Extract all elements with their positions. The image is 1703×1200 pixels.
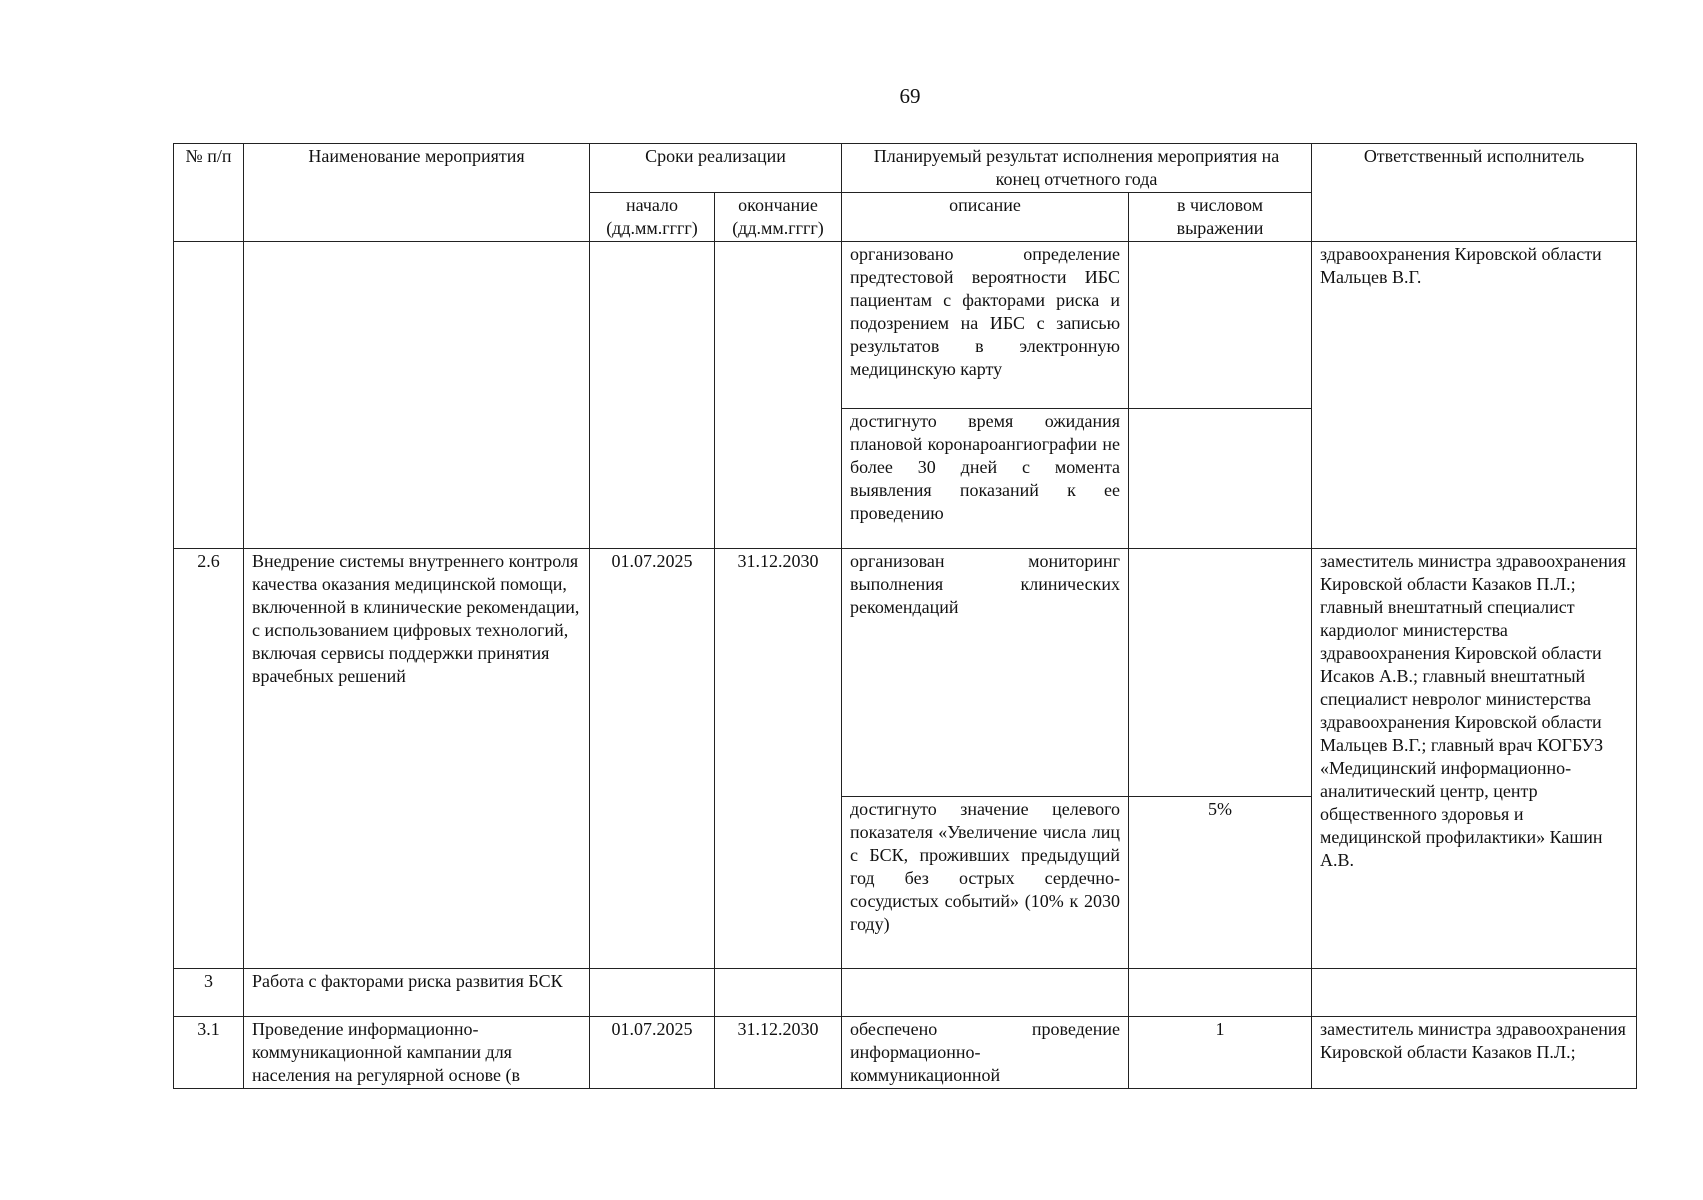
cell-numeric: [1129, 969, 1312, 1017]
cell-num: 3: [174, 969, 244, 1017]
cell-num: [174, 242, 244, 549]
cell-description: [842, 969, 1129, 1017]
table-row: [174, 549, 1637, 797]
activities-table: [173, 143, 1637, 1089]
header-description: описание: [842, 193, 1129, 242]
header-responsible: Ответственный исполнитель: [1312, 144, 1637, 242]
cell-start: [590, 242, 715, 549]
cell-end: 31.12.2030: [715, 1017, 842, 1089]
cell-responsible: заместитель министра здравоохранения Кировской области Казаков П.Л.; главный внештатный специалист кардиолог министерства здравоохранения Кировской области Исаков А.В.; главный внештатный специалист невролог министерства здравоохранения Кировской области Мальцев В.Г.; главный врач КОГБУЗ «Медицинский информационно-аналитический центр, центр общественного здоровья и медицинской профилактики» Кашин А.В.: [1312, 549, 1637, 969]
cell-description: организован мониторинг выполнения клинических рекомендаций: [842, 549, 1129, 797]
cell-responsible: здравоохранения Кировской области Мальцев В.Г.: [1312, 242, 1637, 549]
cell-name: [244, 242, 590, 549]
table-row: [174, 1017, 1637, 1089]
cell-start: 01.07.2025: [590, 549, 715, 969]
cell-name: Работа с факторами риска развития БСК: [244, 969, 590, 1017]
table-row: [174, 242, 1637, 409]
cell-description: обеспечено проведение информационно-коммуникационной: [842, 1017, 1129, 1089]
cell-numeric: [1129, 549, 1312, 797]
cell-responsible: [1312, 969, 1637, 1017]
cell-numeric: 5%: [1129, 797, 1312, 969]
header-end: окончание (дд.мм.гггг): [715, 193, 842, 242]
header-name: Наименование мероприятия: [244, 144, 590, 242]
cell-numeric: 1: [1129, 1017, 1312, 1089]
header-result: Планируемый результат исполнения мероприятия на конец отчетного года: [842, 144, 1312, 193]
cell-end: [715, 242, 842, 549]
cell-name: Проведение информационно-коммуникационной кампании для населения на регулярной основе (в: [244, 1017, 590, 1089]
cell-start: [590, 969, 715, 1017]
header-numeric: в числовом выражении: [1129, 193, 1312, 242]
page-number: 69: [899, 84, 921, 108]
cell-end: [715, 969, 842, 1017]
header-num: № п/п: [174, 144, 244, 242]
cell-description: достигнуто значение целевого показателя «Увеличение числа лиц с БСК, проживших предыдущий год без острых сердечно-сосудистых событий» (10% к 2030 году): [842, 797, 1129, 969]
cell-num: 3.1: [174, 1017, 244, 1089]
header-terms: Сроки реализации: [590, 144, 842, 193]
cell-description: организовано определение предтестовой вероятности ИБС пациентам с факторами риска и подозрением на ИБС с записью результатов в электронную медицинскую карту: [842, 242, 1129, 409]
cell-numeric: [1129, 409, 1312, 549]
cell-num: 2.6: [174, 549, 244, 969]
cell-description: достигнуто время ожидания плановой коронароангиографии не более 30 дней с момента выявления показаний к ее проведению: [842, 409, 1129, 549]
cell-responsible: заместитель министра здравоохранения Кировской области Казаков П.Л.;: [1312, 1017, 1637, 1089]
cell-numeric: [1129, 242, 1312, 409]
cell-start: 01.07.2025: [590, 1017, 715, 1089]
table-row: [174, 969, 1637, 1017]
cell-name: Внедрение системы внутреннего контроля качества оказания медицинской помощи, включенной в клинические рекомендации, с использованием цифровых технологий, включая сервисы поддержки принятия врачебных решений: [244, 549, 590, 969]
header-start: начало (дд.мм.гггг): [590, 193, 715, 242]
cell-end: 31.12.2030: [715, 549, 842, 969]
